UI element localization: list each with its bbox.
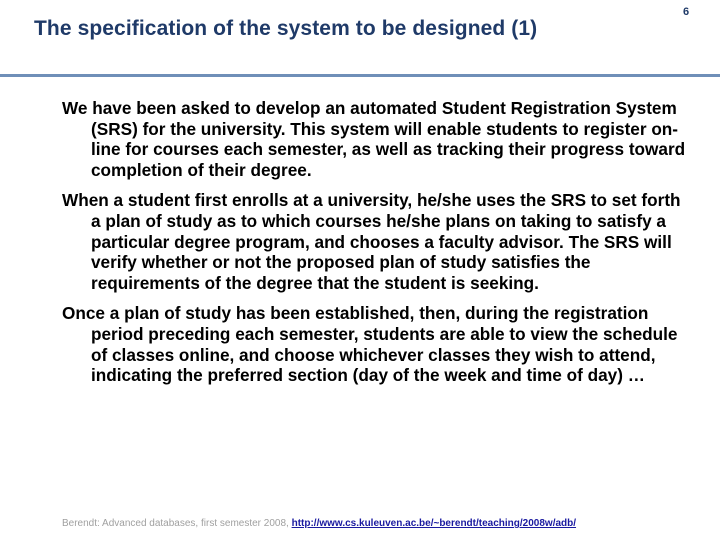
footer-link[interactable]: http://www.cs.kuleuven.ac.be/~berendt/teaching/2008w/adb/ xyxy=(291,518,577,529)
footer xyxy=(62,518,576,529)
footer-citation: Berendt: Advanced databases, first semester 2008, xyxy=(62,518,292,529)
page-number: 6 xyxy=(683,6,690,18)
body-text xyxy=(62,98,690,396)
paragraph-3: Once a plan of study has been established, then, during the registration period preceding each semester, students are able to view the schedule of classes online, and choose whichever classes they wish to attend, indicating the preferred section (day of the week and time of day) … xyxy=(62,303,678,386)
paragraph-1: We have been asked to develop an automated Student Registration System (SRS) for the university. This system will enable students to register on-line for courses each semester, as well as tracking their progress toward completion of their degree. xyxy=(62,98,686,180)
title-divider xyxy=(0,74,720,77)
slide-title: The specification of the system to be designed (1) xyxy=(34,17,538,40)
paragraph-2: When a student first enrolls at a university, he/she uses the SRS to set forth a plan of study as to which courses he/she plans on taking to satisfy a particular degree program, and chooses a faculty advisor. The SRS will verify whether or not the proposed plan of study satisfies the requirements of the degree that the student is seeking. xyxy=(62,190,681,293)
